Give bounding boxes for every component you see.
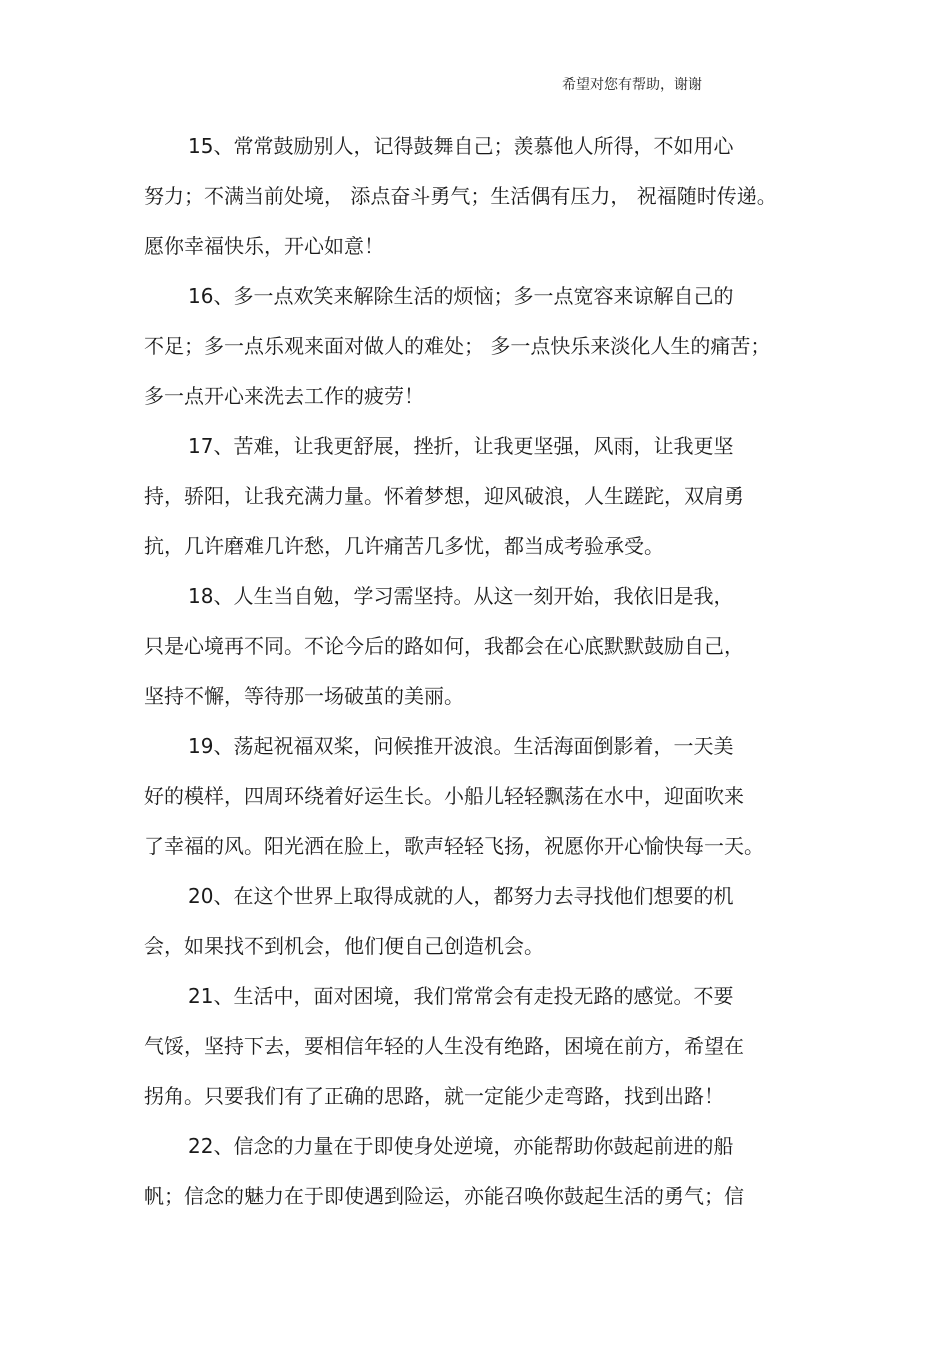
paragraph-line: 22、信念的力量在于即使身处逆境，亦能帮助你鼓起前进的船 <box>188 1134 734 1158</box>
paragraph-line: 20、在这个世界上取得成就的人，都努力去寻找他们想要的机 <box>188 884 734 908</box>
document-body <box>144 128 804 1228</box>
paragraph-15 <box>144 128 804 278</box>
paragraph-line: 努力；不满当前处境， 添点奋斗勇气；生活偶有压力， 祝福随时传递。 <box>144 184 777 208</box>
paragraph-17 <box>144 428 804 578</box>
paragraph-line: 持，骄阳，让我充满力量。怀着梦想，迎风破浪，人生蹉跎，双肩勇 <box>144 484 744 508</box>
paragraph-20 <box>144 878 804 978</box>
paragraph-line: 16、多一点欢笑来解除生活的烦恼；多一点宽容来谅解自己的 <box>188 284 734 308</box>
paragraph-line: 拐角。只要我们有了正确的思路，就一定能少走弯路，找到出路！ <box>144 1084 724 1108</box>
paragraph-line: 了幸福的风。阳光洒在脸上，歌声轻轻飞扬，祝愿你开心愉快每一天。 <box>144 834 764 858</box>
paragraph-line: 愿你幸福快乐，开心如意！ <box>144 234 384 258</box>
paragraph-line: 21、生活中，面对困境，我们常常会有走投无路的感觉。不要 <box>188 984 734 1008</box>
paragraph-line: 好的模样，四周环绕着好运生长。小船儿轻轻飘荡在水中，迎面吹来 <box>144 784 744 808</box>
paragraph-18 <box>144 578 804 728</box>
paragraph-line: 帆；信念的魅力在于即使遇到险运，亦能召唤你鼓起生活的勇气；信 <box>144 1184 744 1208</box>
paragraph-line: 会，如果找不到机会，他们便自己创造机会。 <box>144 934 544 958</box>
paragraph-line: 19、荡起祝福双桨，问候推开波浪。生活海面倒影着，一天美 <box>188 734 734 758</box>
paragraph-16 <box>144 278 804 428</box>
paragraph-line: 15、常常鼓励别人，记得鼓舞自己；羡慕他人所得，不如用心 <box>188 134 734 158</box>
paragraph-line: 只是心境再不同。不论今后的路如何，我都会在心底默默鼓励自己， <box>144 634 744 658</box>
paragraph-line: 17、苦难，让我更舒展，挫折，让我更坚强，风雨，让我更坚 <box>188 434 734 458</box>
paragraph-line: 不足；多一点乐观来面对做人的难处； 多一点快乐来淡化人生的痛苦； <box>144 334 771 358</box>
paragraph-line: 坚持不懈，等待那一场破茧的美丽。 <box>144 684 464 708</box>
paragraph-21 <box>144 978 804 1128</box>
paragraph-line: 抗，几许磨难几许愁，几许痛苦几多忧，都当成考验承受。 <box>144 534 664 558</box>
paragraph-line: 多一点开心来洗去工作的疲劳！ <box>144 384 424 408</box>
paragraph-22 <box>144 1128 804 1228</box>
paragraph-line: 18、人生当自勉，学习需坚持。从这一刻开始，我依旧是我， <box>188 584 734 608</box>
header-note: 希望对您有帮助，谢谢 <box>562 77 702 93</box>
paragraph-line: 气馁，坚持下去，要相信年轻的人生没有绝路，困境在前方，希望在 <box>144 1034 744 1058</box>
paragraph-19 <box>144 728 804 878</box>
